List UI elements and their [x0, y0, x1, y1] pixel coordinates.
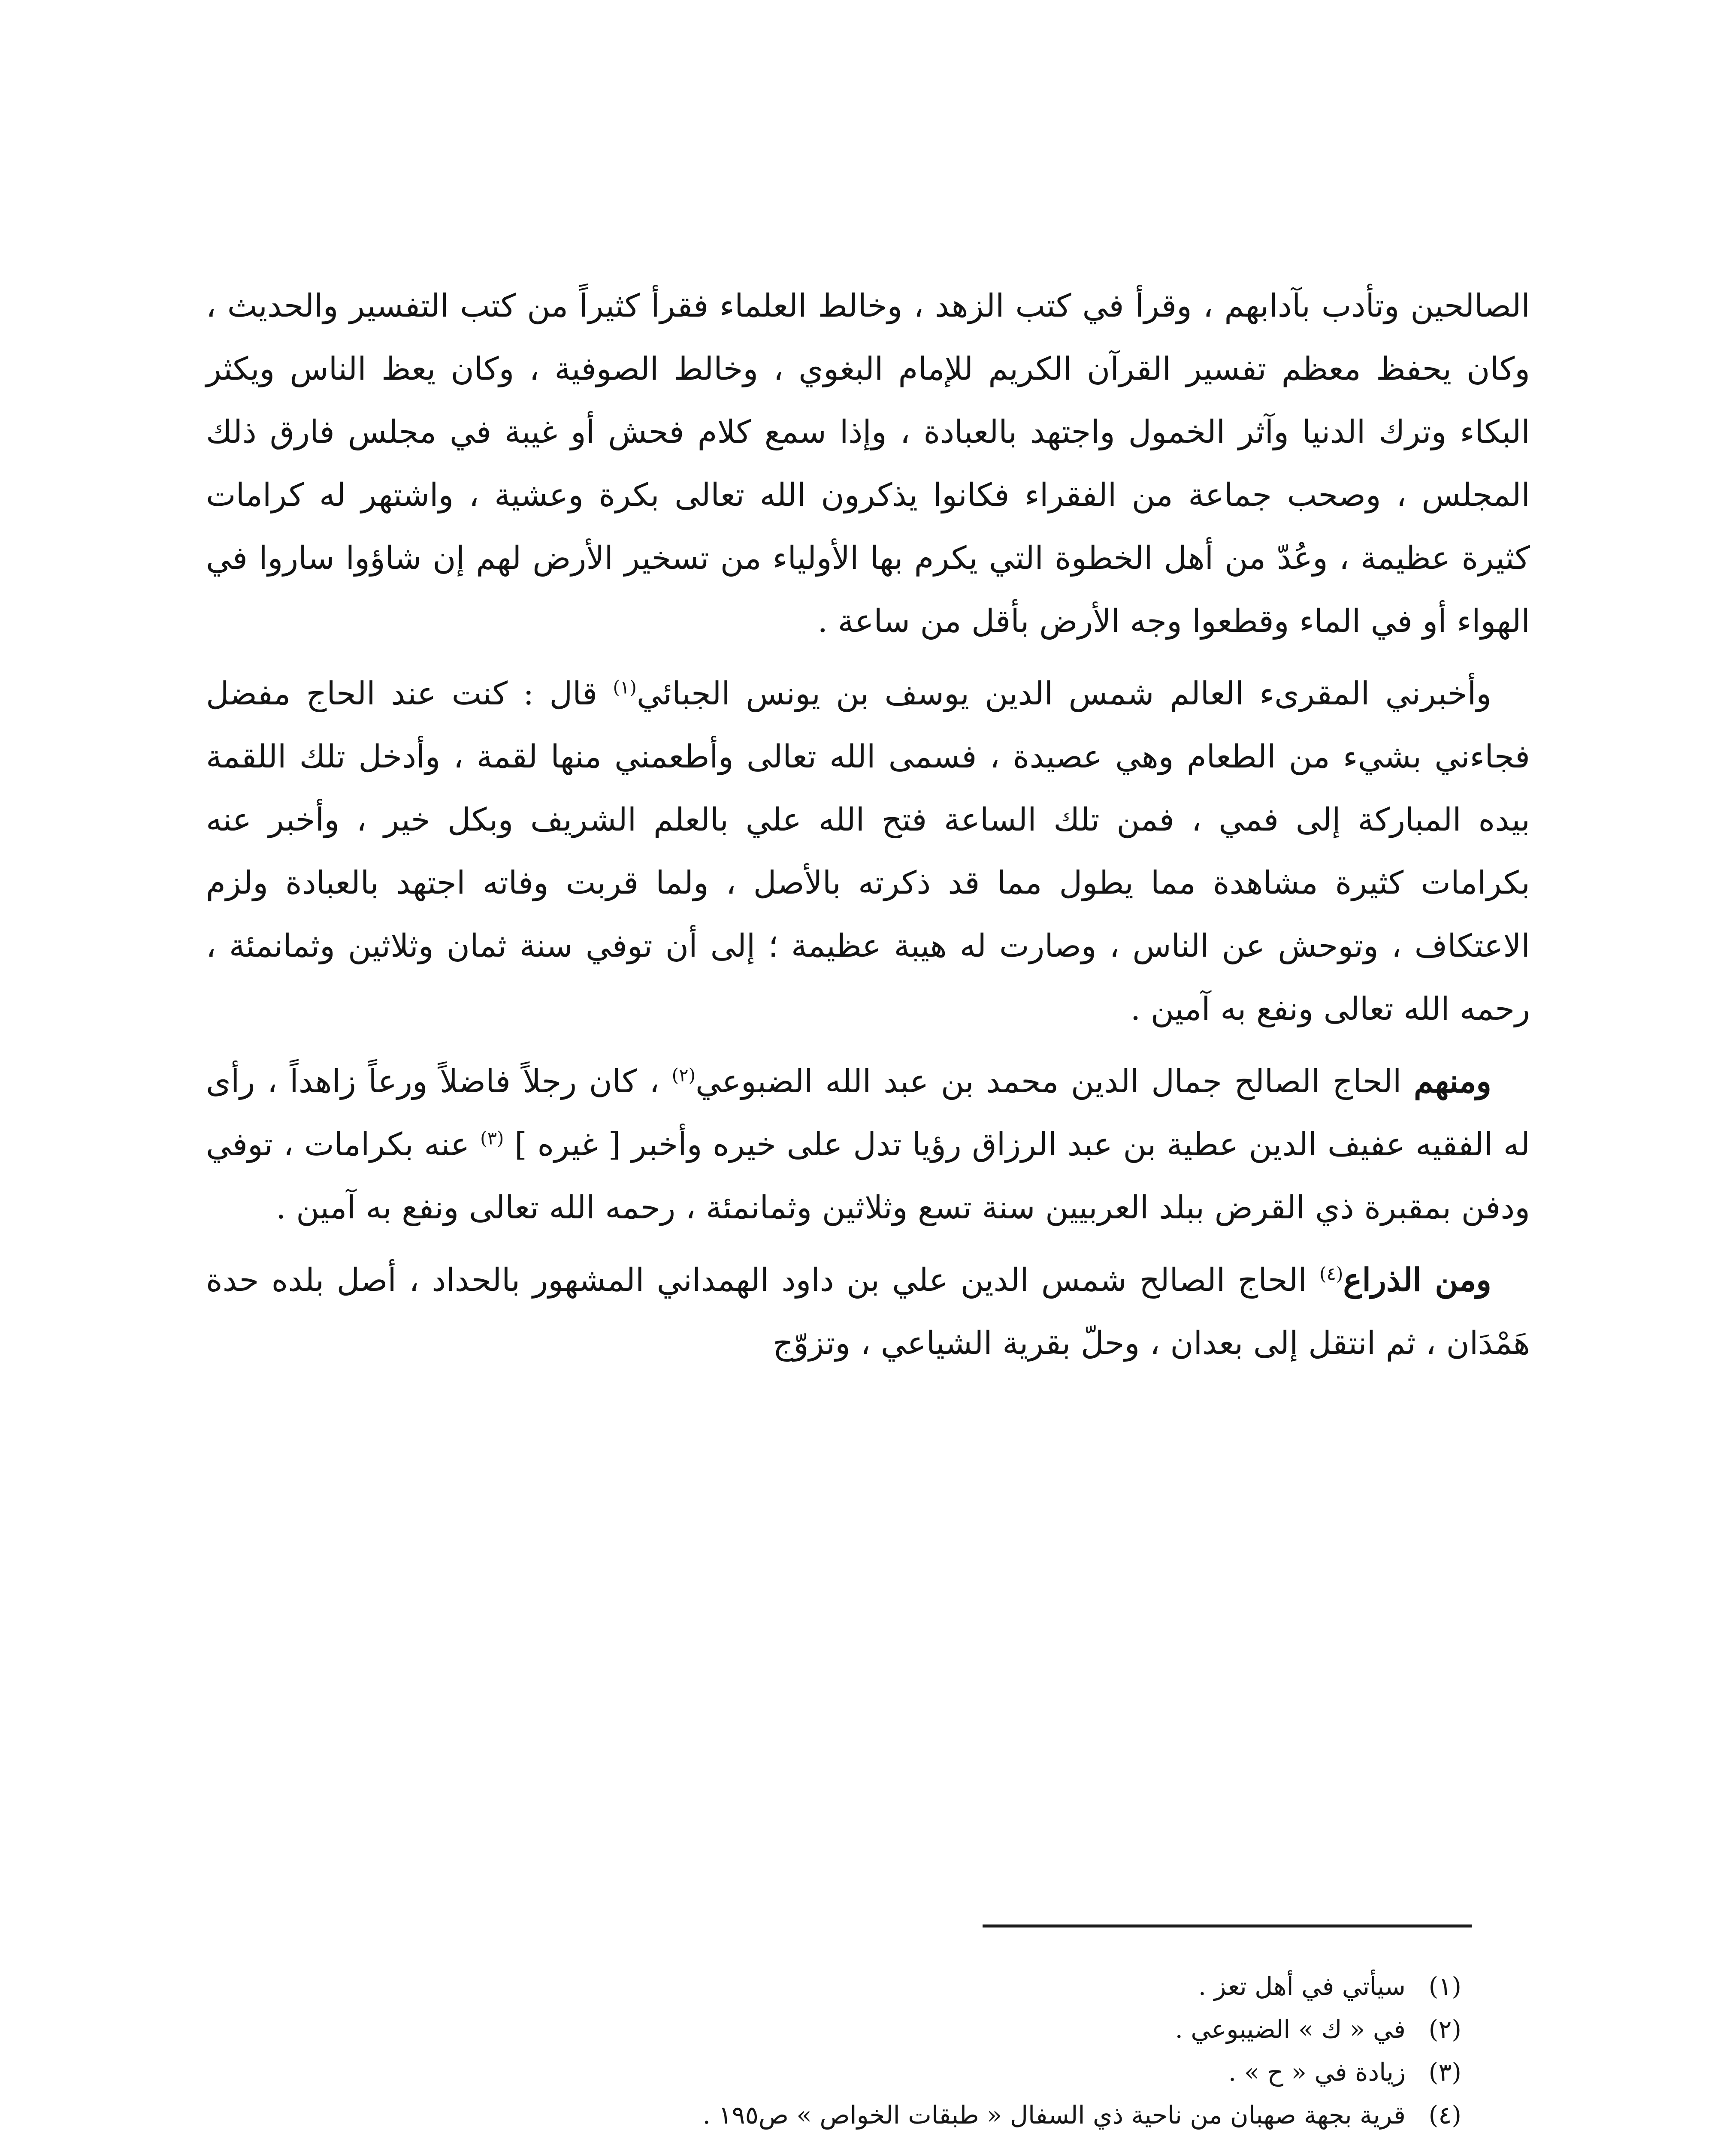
paragraph-text: الصالحين وتأدب بآدابهم ، وقرأ في كتب الزهد ، وخالط العلماء فقرأ كثيراً من كتب التفسير والحديث ، وكان يحفظ معظم تفسير القرآن الكريم للإمام البغوي ، وخالط الصوفية ، وكان يعظ الناس ويكثر البكاء وترك الدنيا وآثر الخمول واجتهد بالعبادة ، وإذا سمع كلام فحش أو غيبة في مجلس فارق ذلك المجلس ، وصحب جماعة من الفقراء فكانوا يذكرون الله تعالى بكرة وعشية ، واشتهر له كرامات كثيرة عظيمة ، وعُدّ من أهل الخطوة التي يكرم بها الأولياء من تسخير الأرض لهم إن شاؤوا ساروا في الهواء أو في الماء وقطعوا وجه الأرض بأقل من ساعة . [206, 287, 1530, 640]
paragraph-text-after-note: عنه بكرامات ، توفي ودفن بمقبرة ذي القرض ببلد العربيين سنة تسع وثلاثين وثمانمئة ، رحمه الله تعالى ونفع به آمين . [206, 1126, 1530, 1226]
paragraph-1 [206, 275, 1530, 653]
footnote [206, 2051, 1461, 2094]
footnote [206, 2094, 1461, 2136]
paragraph-text-before-note: وأخبرني المقرىء العالم شمس الدين يوسف بن يونس الجبائي [636, 675, 1491, 712]
section-lead-word: ومن الذراع [1343, 1262, 1491, 1299]
paragraph-3 [206, 1050, 1530, 1239]
footnote-divider [983, 1924, 1472, 1927]
section-lead-word: ومنهم [1413, 1063, 1491, 1100]
footnote-reference[interactable]: (١) [613, 677, 637, 698]
footnote-reference[interactable]: (٤) [1319, 1263, 1343, 1284]
paragraph-text-after-note: قال : كنت عند الحاج مفضل فجاءني بشيء من الطعام وهي عصيدة ، فسمى الله تعالى وأطعمني منها لقمة ، وأدخل تلك اللقمة بيده المباركة إلى فمي ، فمن تلك الساعة فتح الله علي بالعلم الشريف وبكل خير ، وأخبر عنه بكرامات كثيرة مشاهدة مما يطول مما قد ذكرته بالأصل ، ولما قربت وفاته اجتهد بالعبادة ولزم الاعتكاف ، وتوحش عن الناس ، وصارت له هيبة عظيمة ؛ إلى أن توفي سنة ثمان وثلاثين وثمانمئة ، رحمه الله تعالى ونفع به آمين . [206, 675, 1530, 1027]
paragraph-text-after-note: الحاج الصالح شمس الدين علي بن داود الهمداني المشهور بالحداد ، أصل بلده حدة هَمْدَان ، ثم انتقل إلى بعدان ، وحلّ بقرية الشياعي ، وتزوّج [206, 1262, 1530, 1362]
footnote-text: في « ك » الضيبوعي . [1175, 2015, 1406, 2044]
footnote-number: (١) [1428, 1972, 1461, 2001]
main-text [206, 275, 1530, 1375]
paragraph-text-before-note: الحاج الصالح جمال الدين محمد بن عبد الله الضبوعي [696, 1063, 1414, 1100]
footnote-text: قرية بجهة صهبان من ناحية ذي السفال « طبقات الخواص » ص١٩٥ . [702, 2100, 1406, 2130]
footnote-number: (٤) [1428, 2100, 1461, 2130]
footnote-reference[interactable]: (٢) [671, 1064, 696, 1086]
footnote [206, 1965, 1461, 2008]
paragraph-text-middle: ، كان رجلاً فاضلاً ورعاً زاهداً ، رأى له الفقيه عفيف الدين عطية بن عبد الرزاق رؤيا تدل على خيره وأخبر [ غيره ] [206, 1063, 1530, 1163]
footnote-reference[interactable]: (٣) [480, 1127, 504, 1149]
paragraph-4 [206, 1249, 1530, 1375]
footnote-number: (٢) [1428, 2015, 1461, 2044]
footnote [206, 2008, 1461, 2051]
footnote-text: زيادة في « ح » . [1228, 2057, 1406, 2087]
footnotes [206, 1965, 1461, 2136]
paragraph-2 [206, 662, 1530, 1041]
footnote-text: سيأتي في أهل تعز . [1198, 1972, 1406, 2001]
footnote-number: (٣) [1428, 2057, 1461, 2087]
